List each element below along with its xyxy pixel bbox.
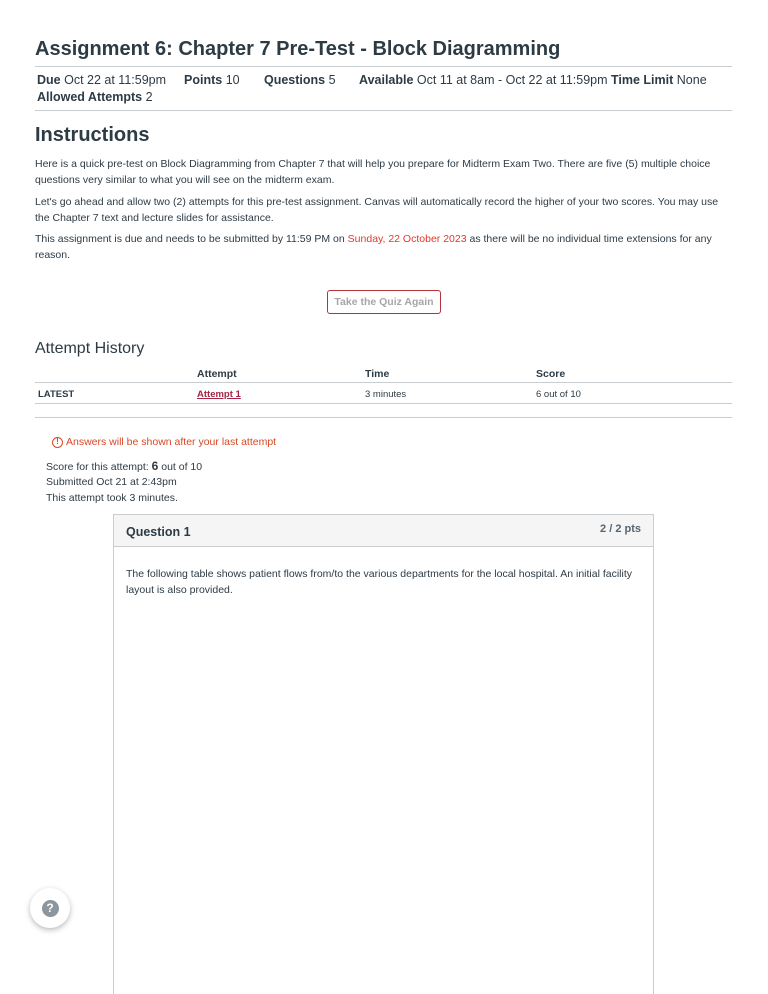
question-card [113,514,654,994]
instructions-paragraph-1: Here is a quick pre-test on Block Diagramming from Chapter 7 that will help you prepare for Midterm Exam Two. There are five (5) multiple choice questions very similar to what you will see on the midterm exam. [35,158,711,186]
question-header [114,515,653,547]
question-title: Question 1 [126,525,191,539]
meta-due: Due Oct 22 at 11:59pm [37,73,167,87]
due-date-highlight: Sunday, 22 October 2023 [347,233,467,245]
attempt-1-link[interactable]: Attempt 1 [197,389,241,400]
help-icon: ? [42,900,59,917]
help-button[interactable] [30,888,70,928]
time-cell: 3 minutes [365,389,407,400]
meta-allowed-attempts: Allowed Attempts 2 [37,90,153,104]
col-header-attempt: Attempt [197,368,237,380]
attempt-duration: This attempt took 3 minutes. [46,492,178,504]
col-header-time: Time [365,368,390,380]
meta-available: Available Oct 11 at 8am - Oct 22 at 11:59pm [359,73,608,87]
assignment-meta [35,66,732,111]
question-points: 2 / 2 pts [600,523,641,535]
instructions-paragraph-2: Let's go ahead and allow two (2) attempts for this pre-test assignment. Canvas will automatically record the higher of your two scores. You may use the Chapter 7 text and lecture slides for assistance. [35,196,719,224]
warning-icon: ! [52,437,63,448]
attempt-score: Score for this attempt: 6 out of 10 [46,459,203,473]
attempt-cell [197,389,241,400]
question-text: The following table shows patient flows from/to the various departments for the local hospital. An initial facility layout is also provided. [126,568,633,596]
col-header-score: Score [536,368,566,380]
table-row-divider [35,403,732,404]
page-title: Assignment 6: Chapter 7 Pre-Test - Block Diagramming [35,38,561,60]
meta-points: Points 10 [184,73,240,87]
instructions-heading: Instructions [35,124,150,146]
attempt-history-title: Attempt History [35,340,145,357]
take-quiz-again-button[interactable]: Take the Quiz Again [327,290,441,314]
score-cell: 6 out of 10 [536,389,581,400]
answers-notice: ! Answers will be shown after your last attempt [52,436,276,448]
instructions-paragraph-3: This assignment is due and needs to be submitted by 11:59 PM on Sunday, 22 October 2023 as there will be no individual time extensions for any reason. [35,233,712,261]
submitted-time: Submitted Oct 21 at 2:43pm [46,476,177,488]
table-header-divider [35,382,732,383]
section-divider [35,417,732,418]
meta-time-limit: Time Limit None [611,73,707,87]
row-label-latest: LATEST [38,389,75,400]
meta-questions: Questions 5 [264,73,336,87]
